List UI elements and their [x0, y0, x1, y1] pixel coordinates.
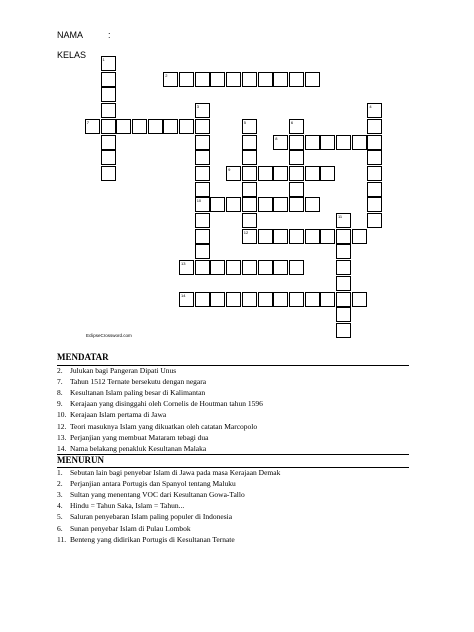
crossword-cell[interactable]: [258, 197, 273, 212]
clue-number: 7: [86, 119, 90, 125]
mendatar-title: MENDATAR: [57, 352, 109, 362]
crossword-cell[interactable]: [289, 119, 304, 134]
clue-number: 12: [243, 229, 249, 235]
crossword-cell[interactable]: [305, 72, 320, 87]
mendatar-clue: [57, 444, 417, 454]
clue-text: Benteng yang didirikan Portugis di Kesultanan Ternate: [70, 534, 235, 544]
crossword-cell[interactable]: [289, 260, 304, 275]
clue-number: 13: [181, 261, 186, 267]
crossword-cell[interactable]: [289, 292, 304, 307]
crossword-cell[interactable]: [367, 103, 382, 118]
crossword-cell[interactable]: [116, 119, 131, 134]
crossword-cell[interactable]: [179, 119, 194, 134]
clue-number: 8: [275, 135, 278, 141]
crossword-cell[interactable]: [242, 72, 257, 87]
crossword-cell[interactable]: [242, 197, 257, 212]
clue-number-label: 10.: [57, 410, 67, 420]
crossword-cell[interactable]: [242, 213, 257, 228]
crossword-cell[interactable]: [367, 197, 382, 212]
crossword-cell[interactable]: [226, 260, 241, 275]
crossword-cell[interactable]: [242, 229, 257, 244]
crossword-cell[interactable]: [367, 166, 382, 181]
crossword-cell[interactable]: [179, 260, 194, 275]
crossword-cell[interactable]: [179, 72, 194, 87]
clue-text: Sunan penyebar Islam di Pulau Lombok: [70, 523, 191, 533]
clue-number-label: 2.: [57, 479, 63, 489]
clue-text: Tahun 1512 Ternate bersekutu dengan negara: [70, 377, 207, 387]
mendatar-clue: [57, 410, 417, 420]
clue-number: 1: [102, 57, 105, 62]
crossword-cell[interactable]: [352, 292, 367, 307]
crossword-cell[interactable]: [148, 119, 163, 134]
crossword-cell[interactable]: [195, 292, 210, 307]
crossword-cell[interactable]: [273, 72, 288, 87]
clue-text: Sultan yang menentang VOC dari Kesultanan Gowa-Tallo: [70, 490, 245, 500]
mendatar-clue: [57, 433, 417, 443]
crossword-cell[interactable]: [352, 229, 367, 244]
kelas-label: KELAS: [57, 50, 87, 60]
menurun-clue: [57, 512, 417, 522]
crossword-cell[interactable]: [305, 135, 320, 150]
crossword-cell[interactable]: [195, 135, 210, 150]
clue-number-label: 6.: [57, 523, 63, 533]
crossword-cell[interactable]: [320, 166, 335, 181]
crossword-cell[interactable]: [320, 292, 335, 307]
mendatar-clue: [57, 422, 417, 432]
clue-text: Teori masuknya Islam yang dikuatkan oleh catatan Marcopolo: [70, 421, 258, 431]
nama-label: NAMA: [57, 30, 84, 40]
menurun-title: MENURUN: [57, 455, 104, 465]
crossword-cell[interactable]: [132, 119, 147, 134]
clue-text: Julukan bagi Pangeran Dipati Unus: [70, 366, 177, 375]
crossword-cell[interactable]: [336, 213, 351, 228]
menurun-clue: [57, 468, 417, 478]
mendatar-clue: [57, 399, 417, 409]
clue-number: 4: [369, 104, 372, 110]
crossword-cell[interactable]: [367, 135, 382, 150]
clue-text: Saluran penyebaran Islam paling populer di Indonesia: [70, 512, 233, 522]
crossword-cell[interactable]: [226, 292, 241, 307]
clue-number: 6: [290, 119, 294, 125]
crossword-cell[interactable]: [258, 72, 273, 87]
crossword-cell[interactable]: [210, 72, 225, 87]
crossword-cell[interactable]: [273, 166, 288, 181]
crossword-cell[interactable]: [352, 135, 367, 150]
crossword-cell[interactable]: [336, 244, 351, 259]
crossword-cell[interactable]: [258, 260, 273, 275]
crossword-cell[interactable]: [273, 292, 288, 307]
crossword-cell[interactable]: [320, 135, 335, 150]
crossword-cell[interactable]: [101, 87, 116, 102]
crossword-cell[interactable]: [289, 229, 304, 244]
crossword-cell[interactable]: [195, 197, 210, 212]
crossword-cell[interactable]: [367, 213, 382, 228]
clue-number-label: 12.: [57, 421, 67, 431]
crossword-cell[interactable]: [242, 166, 257, 181]
crossword-cell[interactable]: [258, 229, 273, 244]
crossword-cell[interactable]: [273, 260, 288, 275]
crossword-cell[interactable]: [101, 103, 116, 118]
crossword-cell[interactable]: [101, 166, 116, 181]
crossword-cell[interactable]: [210, 260, 225, 275]
crossword-cell[interactable]: [242, 135, 257, 150]
crossword-cell[interactable]: [289, 150, 304, 165]
crossword-cell[interactable]: [367, 182, 382, 197]
crossword-cell[interactable]: [273, 197, 288, 212]
menurun-clue: [57, 535, 417, 545]
crossword-cell[interactable]: [320, 229, 335, 244]
crossword-cell[interactable]: [195, 229, 210, 244]
crossword-cell[interactable]: [273, 229, 288, 244]
clue-number-label: 14.: [57, 443, 67, 453]
crossword-cell[interactable]: [242, 182, 257, 197]
crossword-cell[interactable]: [305, 229, 320, 244]
crossword-cell[interactable]: [226, 197, 241, 212]
crossword-cell[interactable]: [242, 260, 257, 275]
clue-number-label: 2.: [57, 366, 63, 375]
crossword-cell[interactable]: [101, 135, 116, 150]
clue-number-label: 11.: [57, 534, 67, 544]
nama-colon: :: [108, 30, 111, 40]
clue-number: 9: [228, 166, 231, 172]
crossword-cell[interactable]: [336, 276, 351, 291]
crossword-cell[interactable]: [195, 166, 210, 181]
crossword-cell[interactable]: [101, 72, 116, 87]
clue-text: Kesultanan Islam paling besar di Kalimantan: [70, 388, 206, 398]
menurun-clue: [57, 501, 417, 511]
mendatar-clue: [57, 377, 417, 387]
crossword-cell[interactable]: [258, 292, 273, 307]
mendatar-clue: [57, 366, 417, 376]
crossword-cell[interactable]: [367, 150, 382, 165]
clue-text: Nama belakang penakluk Kesultanan Malaka: [70, 443, 207, 453]
crossword-cell[interactable]: [226, 72, 241, 87]
clue-number-label: 8.: [57, 388, 63, 398]
clue-number-label: 7.: [57, 377, 63, 387]
menurun-top-rule: [57, 454, 409, 455]
clue-number: 5: [243, 119, 247, 125]
crossword-cell[interactable]: [242, 292, 257, 307]
crossword-cell[interactable]: [289, 72, 304, 87]
clue-text: Perjanjian yang membuat Mataram tebagi dua: [70, 432, 209, 442]
crossword-cell[interactable]: [289, 166, 304, 181]
clue-number: 10: [196, 198, 202, 204]
watermark: EclipseCrossword.com: [86, 333, 132, 338]
clue-number-label: 5.: [57, 512, 63, 522]
crossword-cell[interactable]: [226, 166, 241, 181]
crossword-cell[interactable]: [195, 119, 210, 134]
menurun-clue: [57, 490, 417, 500]
crossword-cell[interactable]: [289, 135, 304, 150]
mendatar-clue: [57, 388, 417, 398]
clue-text: Hindu = Tahun Saka, Islam = Tahun...: [70, 501, 185, 511]
crossword-cell[interactable]: [289, 182, 304, 197]
clue-number-label: 13.: [57, 432, 67, 442]
clue-number: 3: [196, 104, 199, 110]
crossword-cell[interactable]: [210, 292, 225, 307]
crossword-cell[interactable]: [242, 150, 257, 165]
crossword-cell[interactable]: [195, 260, 210, 275]
crossword-cell[interactable]: [195, 182, 210, 197]
crossword-cell[interactable]: [336, 260, 351, 275]
crossword-cell[interactable]: [163, 72, 178, 87]
clue-text: Kerajaan yang disinggahi oleh Cornelis de Houtman tahun 1596: [70, 399, 263, 409]
menurun-clue: [57, 479, 417, 489]
crossword-cell[interactable]: [101, 119, 116, 134]
crossword-cell[interactable]: [163, 119, 178, 134]
clue-number-label: 4.: [57, 501, 63, 511]
crossword-cell[interactable]: [242, 119, 257, 134]
clue-number-label: 3.: [57, 490, 63, 500]
clue-text: Kerajaan Islam pertama di Jawa: [70, 410, 167, 420]
crossword-cell[interactable]: [210, 197, 225, 212]
crossword-cell[interactable]: [195, 213, 210, 228]
crossword-cell[interactable]: [336, 135, 351, 150]
crossword-cell[interactable]: [195, 103, 210, 118]
crossword-cell[interactable]: [179, 292, 194, 307]
crossword-cell[interactable]: [195, 244, 210, 259]
crossword-cell[interactable]: [336, 292, 351, 307]
crossword-cell[interactable]: [101, 150, 116, 165]
crossword-cell[interactable]: [305, 166, 320, 181]
crossword-cell[interactable]: [258, 166, 273, 181]
clue-text: Sebutan lain bagi penyebar Islam di Jawa pada masa Kerajaan Demak: [70, 468, 281, 477]
crossword-cell[interactable]: [195, 150, 210, 165]
crossword-cell[interactable]: [273, 135, 288, 150]
clue-number: 2: [165, 72, 168, 78]
crossword-cell[interactable]: [367, 119, 382, 134]
menurun-clue: [57, 524, 417, 534]
clue-number-label: 1.: [57, 468, 63, 477]
crossword-cell[interactable]: [85, 119, 100, 134]
crossword-cell[interactable]: [305, 197, 320, 212]
crossword-cell[interactable]: [289, 197, 304, 212]
clue-number-label: 9.: [57, 399, 63, 409]
crossword-cell[interactable]: [336, 323, 351, 338]
crossword-cell[interactable]: [336, 229, 351, 244]
crossword-cell[interactable]: [305, 292, 320, 307]
clue-number: 11: [338, 214, 343, 219]
crossword-cell[interactable]: [195, 72, 210, 87]
clue-text: Perjanjian antara Portugis dan Spanyol tentang Maluku: [70, 479, 236, 489]
crossword-cell[interactable]: [336, 307, 351, 322]
crossword-cell[interactable]: [101, 56, 116, 71]
clue-number: 14: [181, 292, 186, 298]
